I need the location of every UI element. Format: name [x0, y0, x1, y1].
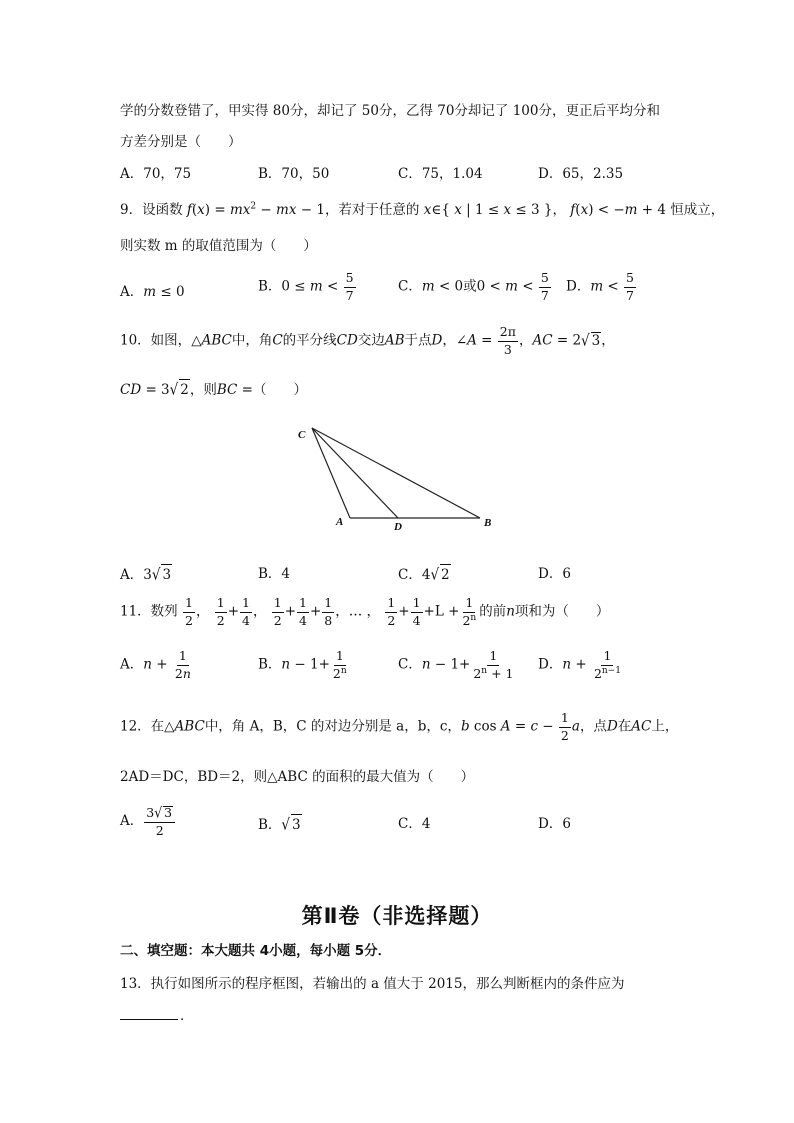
q9-line2: 则实数 m 的取值范围为（ ） [120, 238, 317, 254]
q10-option-d: D．6 [538, 566, 571, 582]
q8-option-a: A．70，75 [120, 166, 192, 182]
q8-option-b: B．70，50 [258, 166, 330, 182]
q12-line1: 12．在△ABC中，角 A，B，C 的对边分别是 a，b，c，b cos A = c − $\frac{1}{2}$ a，点D在AC上， [120, 710, 679, 743]
q8-option-c: C．75，1.04 [398, 166, 483, 182]
q9-text-b: 恒成立， [670, 202, 725, 218]
q8-option-d: D．65，2.35 [538, 166, 624, 182]
q9-option-d: D．m < $\frac{5}{7}$ [566, 270, 634, 303]
q9-inequality-expr: f(x) < −m + 4 [570, 202, 666, 218]
q10-line1: 10．如图，△ABC中，角C的平分线CD交边AB于点D，∠A = $\frac{2\pi}{3}$ ，AC = 2√ 3， [120, 324, 615, 357]
q10-triangle: △ABC [191, 332, 232, 349]
label-B: B [484, 517, 492, 529]
q9-function-expr: $f(x) = mx^2$ − mx − 1 [186, 201, 325, 218]
q11-option-b: B．n − 1+ $\frac{1}{2^n}$ [258, 648, 347, 681]
q10-option-a: A．3√ 3 [120, 565, 172, 585]
q9-option-c: C．m < 0或0 < m < $\frac{5}{7}$ [398, 270, 549, 303]
q12-option-a: A． $\frac{3√ 3}{2}$ [120, 806, 176, 837]
edge-CD [312, 428, 398, 518]
q11-option-d: D．n + $\frac{1}{2^{n-1}}$ [538, 648, 621, 681]
q10-triangle-figure [290, 420, 510, 540]
q12-option-d: D．6 [538, 816, 571, 832]
q9-set-expr: x∈{ x | 1 ≤ x ≤ 3 } [423, 202, 553, 218]
part2-title: 第Ⅱ卷（非选择题） [301, 904, 493, 928]
part2-heading: 二、填空题：本大题共 4小题，每小题 5分． [120, 943, 392, 959]
q9-line1: 9．设函数 $f(x) = mx^2$ − mx − 1，若对于任意的 x∈{ x | 1 ≤ x ≤ 3 }， f(x) < −m + 4 恒成立， [120, 201, 725, 218]
q10-option-b: B．4 [258, 566, 291, 582]
q9-option-b: B．0 ≤ m < $\frac{5}{7}$ [258, 270, 354, 303]
q12-line2: 2AD＝DC，BD＝2，则△ABC 的面积的最大值为（ ） [120, 769, 475, 785]
q8-line1: 学的分数登错了，甲实得 80分，却记了 50分，乙得 70分却记了 100分，更正后平均分和 [120, 103, 660, 119]
q8-line2: 方差分别是（ ） [120, 134, 242, 150]
q11-option-c: C．n − 1+ $\frac{1}{2^n + 1}$ [398, 648, 514, 681]
q13-answer-blank[interactable] [120, 1019, 178, 1020]
q9-number: 9．设函数 [120, 202, 183, 218]
q13-line1: 13．执行如图所示的程序框图，若输出的 a 值大于 2015，那么判断框内的条件应为 [120, 976, 625, 992]
q12-option-b: B．√ 3 [258, 815, 301, 835]
edge-CA [312, 428, 350, 518]
q12-option-c: C．4 [398, 816, 431, 832]
label-D: D [394, 521, 402, 533]
q10-line2: CD = 3√ 2，则BC =（ ） [120, 380, 307, 400]
q11-option-a: A．n + $\frac{1}{2n}$ [120, 648, 191, 681]
q13-line2: ． [120, 1006, 194, 1026]
q10-option-c: C．4√ 2 [398, 565, 450, 585]
q9-option-a: A．m ≤ 0 [120, 284, 185, 300]
label-C: C [298, 429, 306, 441]
q11-line1: 11．数列 $\frac{1}{2}$ ， $\frac{1}{2}$ + $\frac{1}{4}$ ， $\frac{1}{2}$ + $\frac{1}{4}$ + $\frac{1}{8}$ ，… ， $\frac{1}{2}$ + $\frac{1}{4}$ +L + $\frac{1}{2^n}$ 的前n项和为（ ） [120, 595, 610, 628]
label-A: A [336, 516, 344, 528]
q9-text-a: ，若对于任意的 [324, 202, 420, 218]
edge-CB [312, 428, 480, 518]
